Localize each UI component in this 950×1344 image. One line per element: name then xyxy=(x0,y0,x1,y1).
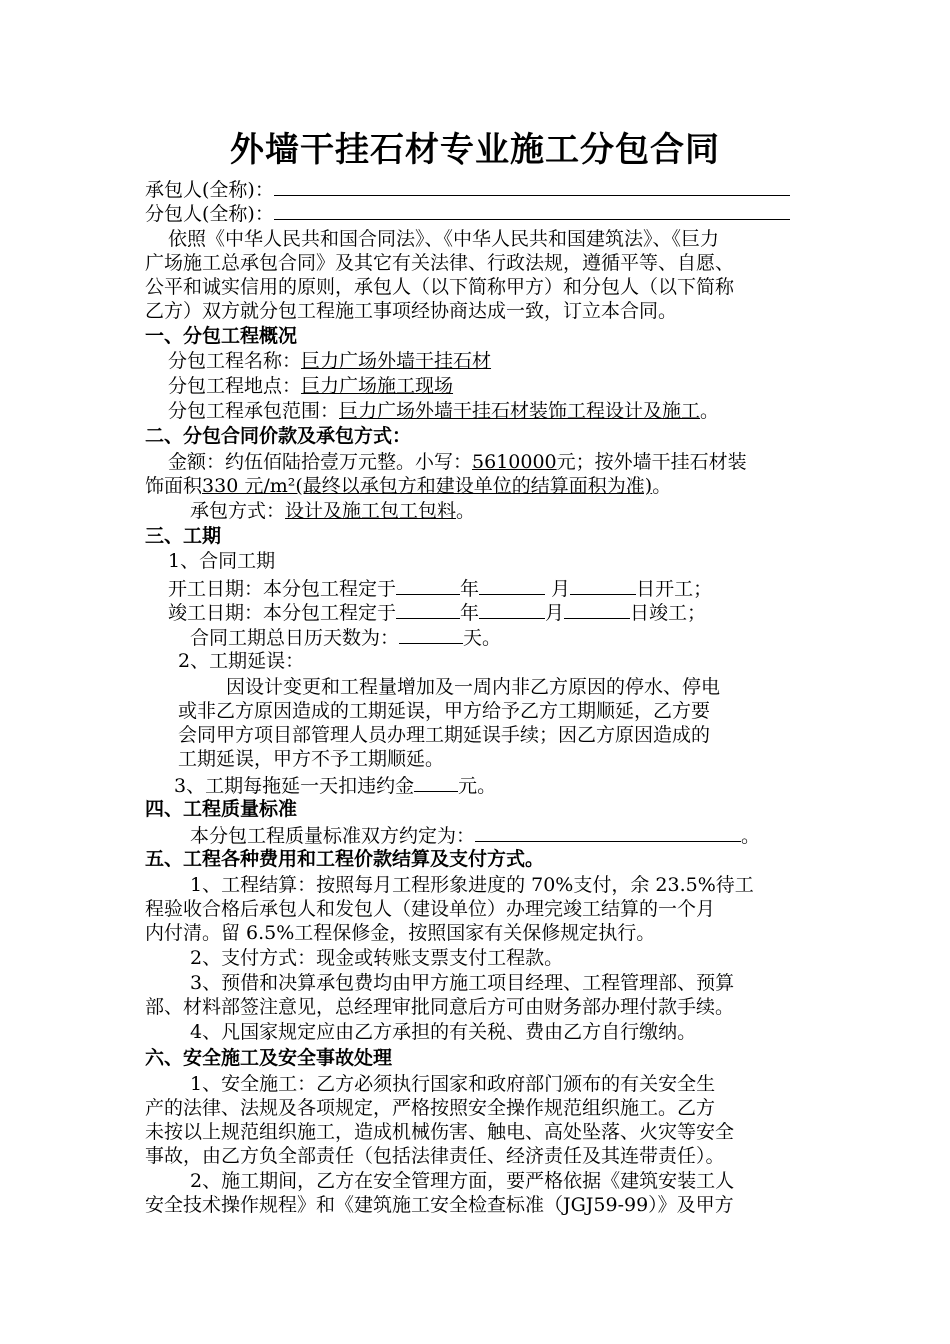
delay-line-3: 会同甲方项目部管理人员办理工期延误手续；因乙方原因造成的 xyxy=(178,724,711,746)
penalty-unit: 元。 xyxy=(458,775,497,797)
quality-text: 本分包工程质量标准双方约定为： xyxy=(190,825,476,847)
contract-method-line xyxy=(190,499,475,523)
section-5-heading: 五、工程各种费用和工程价款结算及支付方式。 xyxy=(145,848,545,870)
completion-year-label: 年 xyxy=(460,602,480,624)
total-days-unit: 天。 xyxy=(463,627,502,649)
amount-text-tail: 元；按外墙干挂石材装 xyxy=(556,451,747,473)
quality-end: 。 xyxy=(741,825,761,847)
quality-line xyxy=(190,822,760,848)
contract-method-value: 设计及施工包工包料 xyxy=(285,500,457,522)
document-title: 外墙干挂石材专业施工分包合同 xyxy=(230,130,720,170)
completion-date-text: 竣工日期：本分包工程定于 xyxy=(168,602,397,624)
safety-line-1: 1、安全施工：乙方必须执行国家和政府部门颁布的有关安全生 xyxy=(190,1073,716,1095)
amount-text: 金额：约伍佰陆拾壹万元整。小写： xyxy=(168,451,473,473)
project-scope-value: 巨力广场外墙干挂石材装饰工程设计及施工 xyxy=(339,400,701,422)
contractor-label: 承包人(全称)： xyxy=(145,179,274,201)
section-6-heading: 六、安全施工及安全事故处理 xyxy=(145,1047,393,1069)
start-date-text: 开工日期：本分包工程定于 xyxy=(168,578,397,600)
contractor-line xyxy=(145,176,790,202)
preamble-line-4: 乙方）双方就分包工程施工事项经协商达成一致，订立本合同。 xyxy=(145,300,678,322)
start-day-blank xyxy=(570,575,636,595)
area-value: 330 元/m²(最终以承包方和建设单位的结算面积为准) xyxy=(202,475,653,497)
preamble-line-3: 公平和诚实信用的原则，承包人（以下简称甲方）和分包人（以下简称 xyxy=(145,276,735,298)
penalty-blank xyxy=(414,772,458,792)
area-end: 。 xyxy=(652,475,672,497)
safety-line-2: 产的法律、法规及各项规定，严格按照安全操作规范组织施工。乙方 xyxy=(145,1097,716,1119)
preamble-line-2: 广场施工总承包合同》及其它有关法律、行政法规，遵循平等、自愿、 xyxy=(145,252,735,274)
total-days-line xyxy=(190,624,501,650)
project-name-label: 分包工程名称： xyxy=(168,350,302,372)
project-site-value: 巨力广场施工现场 xyxy=(301,375,454,397)
payment-line-5: 3、预借和决算承包费均由甲方施工项目经理、工程管理部、预算 xyxy=(190,972,735,994)
completion-year-blank xyxy=(396,599,460,619)
project-scope-end: 。 xyxy=(700,400,720,422)
section-3-heading: 三、工期 xyxy=(145,525,222,547)
safety-line-4: 事故，由乙方负全部责任（包括法律责任、经济责任及其连带责任）。 xyxy=(145,1145,725,1167)
safety-line-6: 安全技术操作规程》和《建筑施工安全检查标准（JGJ59-99）》及甲方 xyxy=(145,1194,734,1216)
quality-blank xyxy=(475,822,741,842)
payment-line-1: 1、工程结算：按照每月工程形象进度的 70%支付，余 23.5%待工 xyxy=(190,874,754,896)
project-name-value: 巨力广场外墙干挂石材 xyxy=(301,350,492,372)
safety-line-3: 未按以上规范组织施工，造成机械伤害、触电、高处坠落、火灾等安全 xyxy=(145,1121,735,1143)
penalty-text: 3、工期每拖延一天扣违约金 xyxy=(174,775,415,797)
preamble-line-1: 依照《中华人民共和国合同法》、《中华人民共和国建筑法》、《巨力 xyxy=(168,228,720,250)
payment-line-3: 内付清。留 6.5%工程保修金，按照国家有关保修规定执行。 xyxy=(145,922,656,944)
contractor-blank xyxy=(274,176,790,196)
total-days-blank xyxy=(399,624,463,644)
payment-line-2: 程验收合格后承包人和发包人（建设单位）办理完竣工结算的一个月 xyxy=(145,898,716,920)
completion-day-blank xyxy=(564,599,630,619)
total-days-text: 合同工期总日历天数为： xyxy=(190,627,400,649)
start-month-label: 月 xyxy=(545,578,571,600)
payment-line-4: 2、支付方式：现金或转账支票支付工程款。 xyxy=(190,947,564,969)
amount-value: 5610000 xyxy=(472,451,557,473)
project-site-label: 分包工程地点： xyxy=(168,375,302,397)
amount-line xyxy=(168,450,747,474)
delay-line-2: 或非乙方原因造成的工期延误，甲方给予乙方工期顺延，乙方要 xyxy=(178,700,711,722)
start-year-blank xyxy=(396,575,460,595)
payment-line-7: 4、凡国家规定应由乙方承担的有关税、费由乙方自行缴纳。 xyxy=(190,1021,697,1043)
project-scope-label: 分包工程承包范围： xyxy=(168,400,340,422)
completion-date-line xyxy=(168,599,706,625)
project-site-line xyxy=(168,374,453,398)
subcontractor-blank xyxy=(274,200,790,220)
subcontractor-label: 分包人(全称)： xyxy=(145,203,274,225)
subcontractor-line xyxy=(145,200,790,226)
completion-month-label: 月 xyxy=(545,602,565,624)
start-day-label: 日开工； xyxy=(636,578,713,600)
payment-line-6: 部、材料部签注意见，总经理审批同意后方可由财务部办理付款手续。 xyxy=(145,996,735,1018)
area-line xyxy=(145,474,671,498)
schedule-item-1: 1、合同工期 xyxy=(168,550,276,572)
completion-day-label: 日竣工； xyxy=(630,602,707,624)
completion-month-blank xyxy=(479,599,545,619)
section-2-heading: 二、分包合同价款及承包方式： xyxy=(145,425,412,447)
section-4-heading: 四、工程质量标准 xyxy=(145,798,298,820)
delay-line-4: 工期延误，甲方不予工期顺延。 xyxy=(178,748,445,770)
penalty-line xyxy=(174,772,496,798)
safety-line-5: 2、施工期间，乙方在安全管理方面，要严格依据《建筑安装工人 xyxy=(190,1170,735,1192)
area-text: 饰面积 xyxy=(145,475,203,497)
start-year-label: 年 xyxy=(460,578,480,600)
schedule-item-2: 2、工期延误： xyxy=(178,650,305,672)
start-date-line xyxy=(168,575,712,601)
contract-method-end: 。 xyxy=(456,500,476,522)
contract-method-label: 承包方式： xyxy=(190,500,286,522)
project-scope-line xyxy=(168,399,719,423)
project-name-line xyxy=(168,349,491,373)
section-1-heading: 一、分包工程概况 xyxy=(145,325,298,347)
delay-line-1: 因设计变更和工程量增加及一周内非乙方原因的停水、停电 xyxy=(226,676,721,698)
start-month-blank xyxy=(479,575,545,595)
